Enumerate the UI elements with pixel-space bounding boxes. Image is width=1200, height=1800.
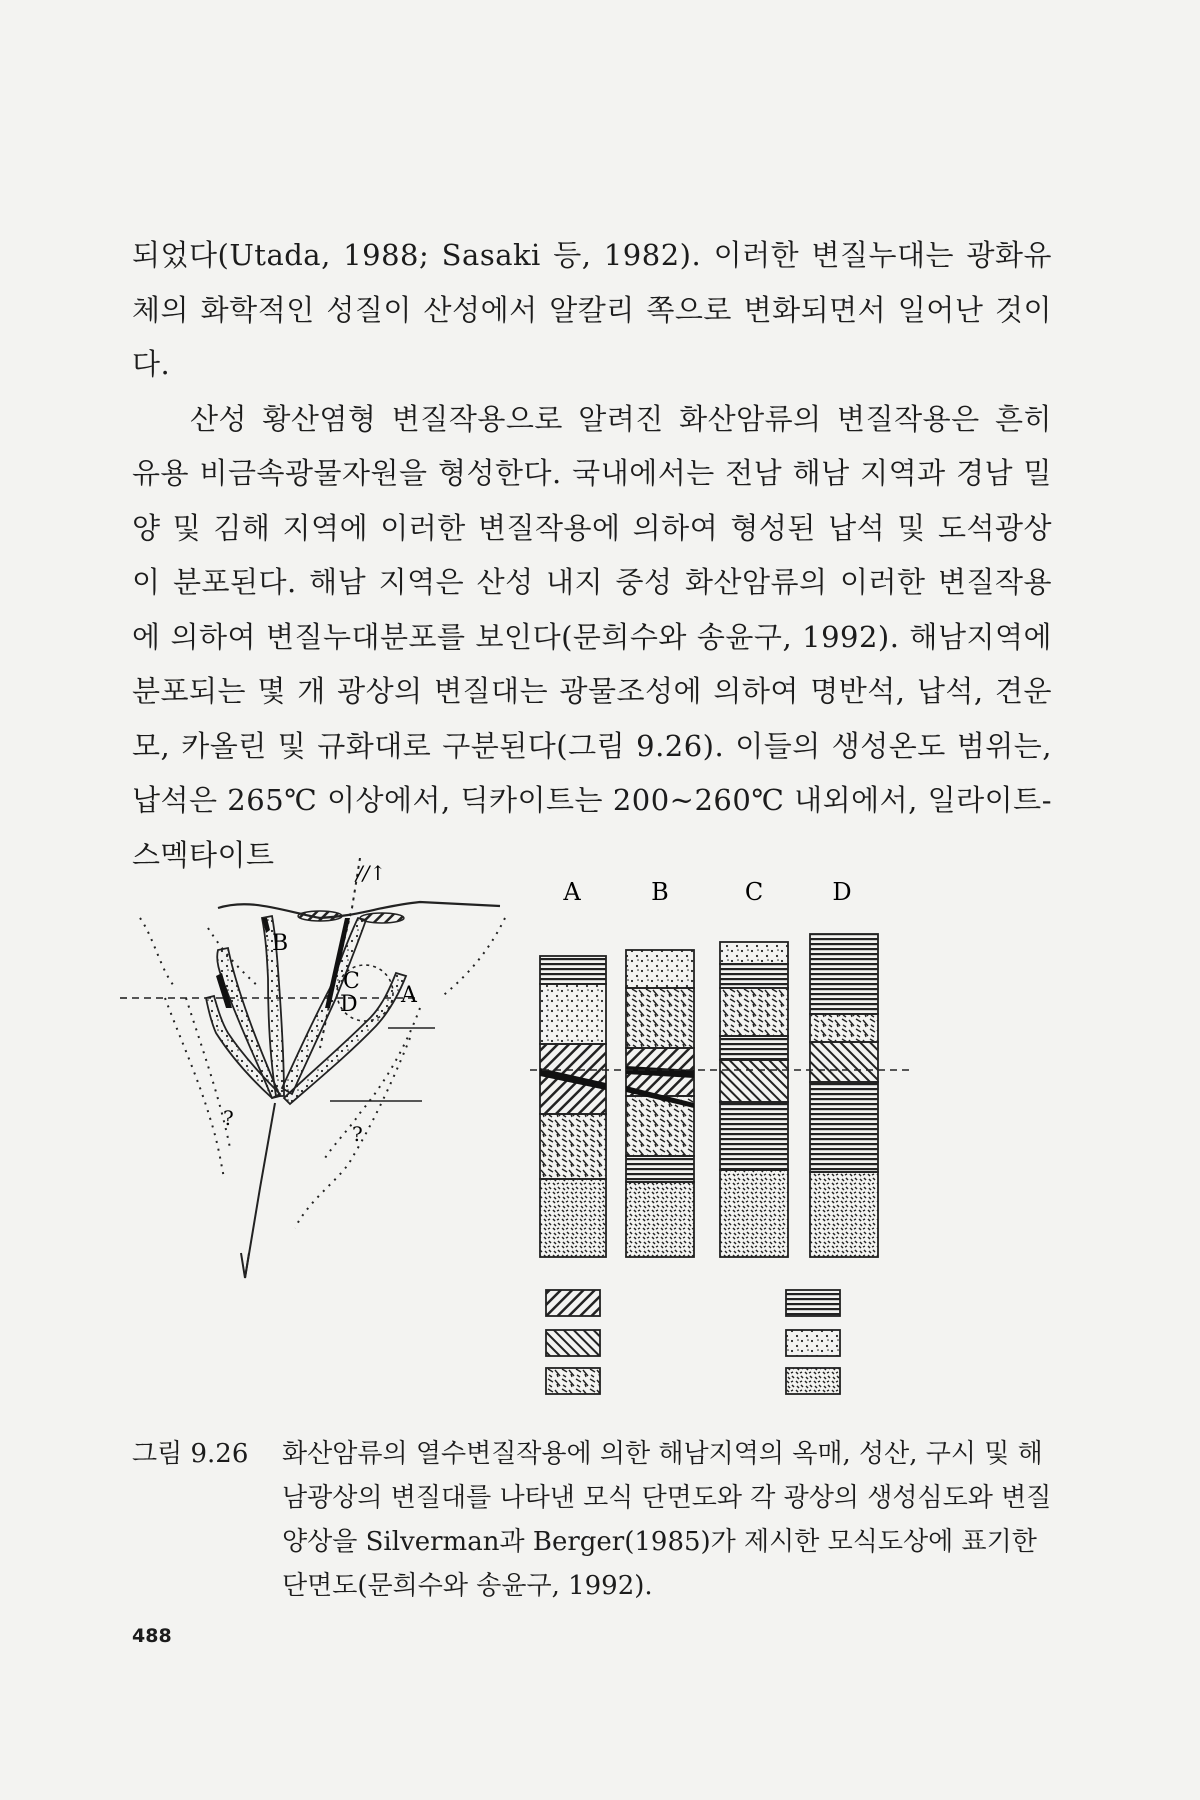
column-label-b: B [651,878,669,906]
question-mark-2: ? [352,1122,363,1146]
ground-surface [218,902,500,918]
vein-system [206,916,406,1104]
column-d [810,934,878,1257]
column-c [720,942,788,1257]
label-a: A [401,983,417,1008]
body-text [132,228,1052,882]
column-a [540,956,606,1257]
label-b: B [272,931,289,956]
figure-9-26 [120,858,1060,1418]
column-label-c: C [744,878,764,906]
label-c: C [343,969,360,994]
label-d: D [340,992,358,1017]
column-label-a: A [563,878,581,906]
page-number: 488 [132,1625,172,1647]
legend [546,1290,840,1394]
cross-section [120,858,505,1278]
figure-diagram [120,858,1060,1418]
column-label-d: D [832,878,852,906]
caption-label: 그림 9.26 [132,1439,249,1469]
deposit-columns [530,878,910,1257]
caption-text: 화산암류의 열수변질작용에 의한 해남지역의 옥매, 성산, 구시 및 해남광상의 변질대를 나타낸 모식 단면도와 각 광상의 생성심도와 변질양상을 Silverman과 Berger(1985)가 제시한 모식도상에 표기한 단면도(문희수와 송윤구, 1992). [282,1439,1052,1601]
figure-caption [132,1432,1052,1608]
paragraph-2: 산성 황산염형 변질작용으로 알려진 화산암류의 변질작용은 흔히 유용 비금속광물자원을 형성한다. 국내에서는 전남 해남 지역과 경남 밀양 및 김해 지역에 이러한 변질작용에 의하여 형성된 납석 및 도석광상이 분포된다. 해남 지역은 산성 내지 중성 화산암류의 이러한 변질작용에 의하여 변질누대분포를 보인다(문희수와 송윤구, 1992). 해남지역에 분포되는 몇 개 광상의 변질대는 광물조성에 의하여 명반석, 납석, 견운모, 카올린 및 규화대로 구분된다(그림 9.26). 이들의 생성온도 범위는, 납석은 265℃ 이상에서, 딕카이트는 200~260℃ 내외에서, 일라이트-스멕타이트 [132,401,1052,872]
fault-label: //↑ [356,861,387,885]
paragraph-1: 되었다(Utada, 1988; Sasaki 등, 1982). 이러한 변질누대는 광화유체의 화학적인 성질이 산성에서 알칼리 쪽으로 변화되면서 일어난 것이다. [132,238,1052,381]
question-mark-1: ? [223,1106,234,1130]
